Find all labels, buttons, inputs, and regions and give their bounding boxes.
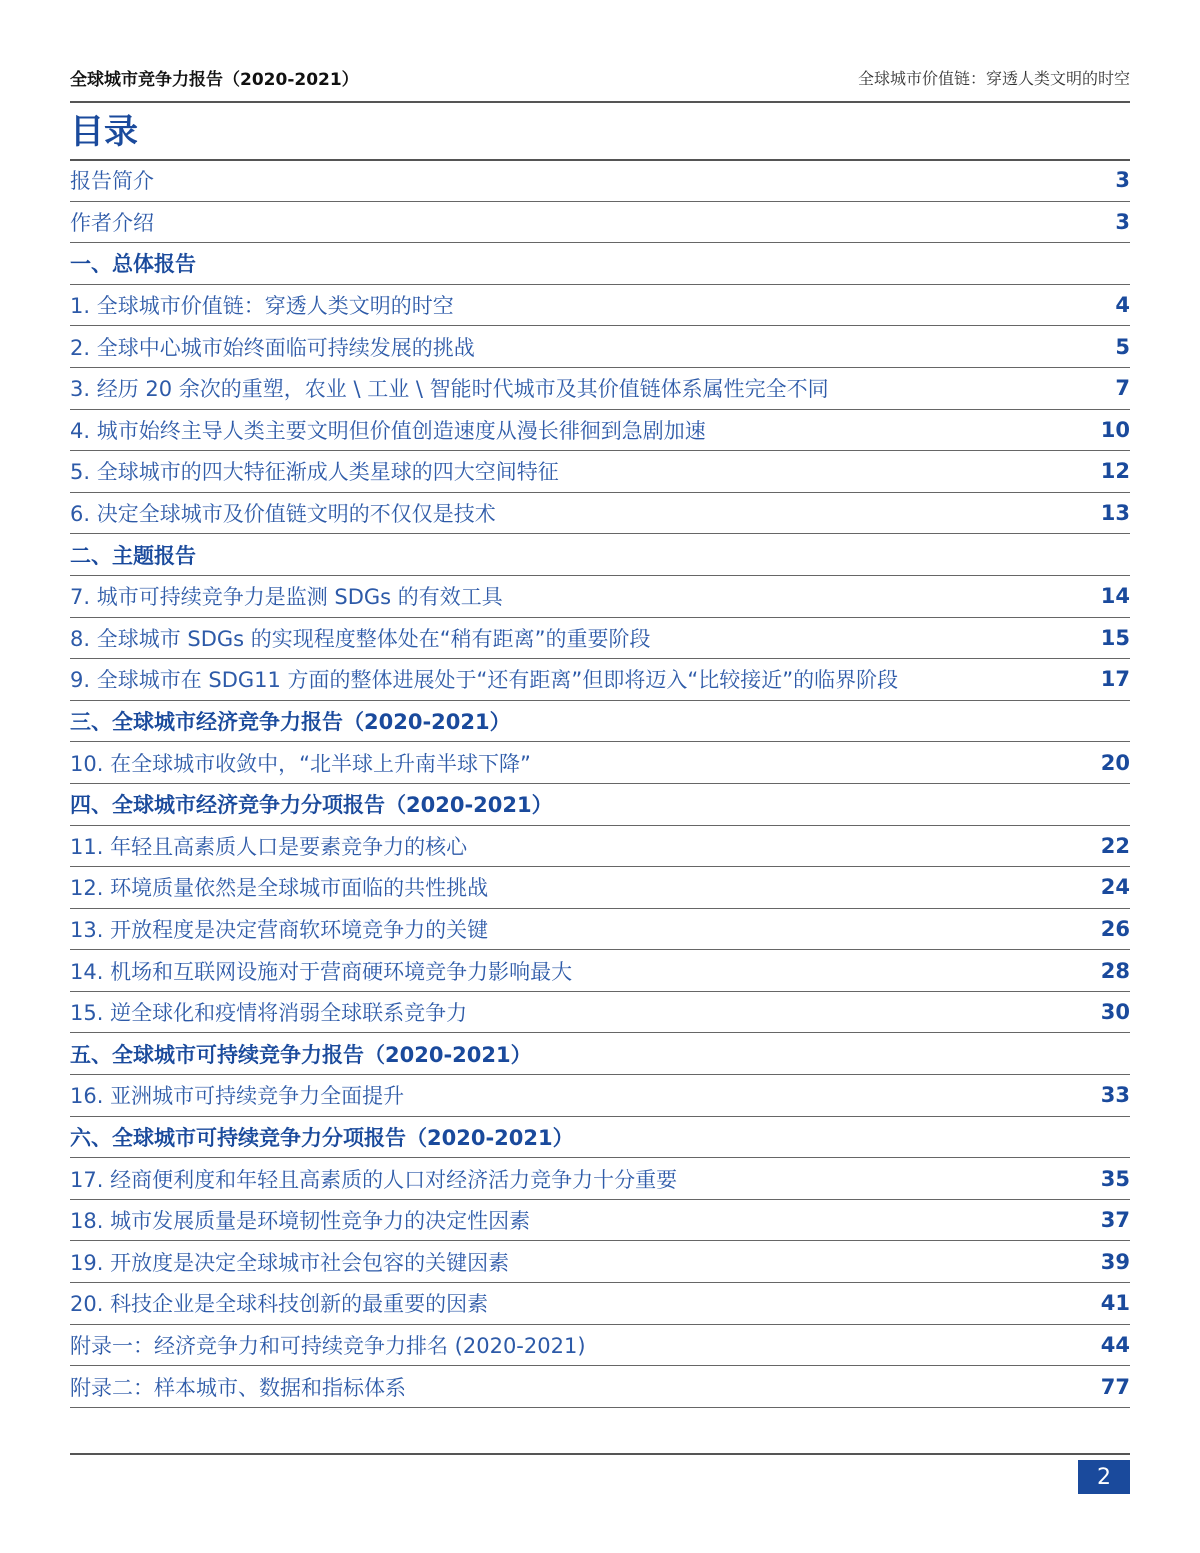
toc-entry-label: 10. 在全球城市收敛中，“北半球上升南半球下降”: [70, 751, 531, 776]
toc-entry-label: 四、全球城市经济竞争力分项报告（2020-2021）: [70, 793, 553, 818]
toc-entry-label: 14. 机场和互联网设施对于营商硬环境竞争力影响最大: [70, 959, 573, 984]
toc-entry[interactable]: [70, 826, 1130, 868]
toc-entry[interactable]: [70, 742, 1130, 784]
toc-entry[interactable]: [70, 368, 1130, 410]
toc-entry-label: 5. 全球城市的四大特征渐成人类星球的四大空间特征: [70, 460, 559, 485]
toc-entry-label: 二、主题报告: [70, 543, 196, 568]
toc-entry[interactable]: [70, 992, 1130, 1034]
toc-entry-label: 作者介绍: [70, 210, 154, 235]
toc-entry-label: 7. 城市可持续竞争力是监测 SDGs 的有效工具: [70, 585, 503, 610]
chapter-title: 全球城市价值链：穿透人类文明的时空: [857, 68, 1130, 88]
toc-entry-page: 14: [1100, 584, 1130, 609]
toc-entry-page: 24: [1100, 875, 1130, 900]
toc-entry[interactable]: [70, 202, 1130, 244]
toc-entry[interactable]: [70, 1158, 1130, 1200]
toc-entry[interactable]: [70, 1283, 1130, 1325]
toc-entry-label: 15. 逆全球化和疫情将消弱全球联系竞争力: [70, 1001, 468, 1026]
toc-entry[interactable]: [70, 576, 1130, 618]
toc-entry-label: 12. 环境质量依然是全球城市面临的共性挑战: [70, 876, 489, 901]
toc-entry-page: 41: [1100, 1291, 1130, 1316]
toc-entry-page: 77: [1100, 1374, 1130, 1399]
toc-entry[interactable]: [70, 618, 1130, 660]
toc-entry[interactable]: [70, 451, 1130, 493]
toc-section-heading: [70, 701, 1130, 743]
toc-entry-page: 3: [1115, 209, 1130, 234]
table-of-contents: [70, 160, 1130, 1408]
toc-entry[interactable]: [70, 659, 1130, 701]
toc-entry-label: 1. 全球城市价值链：穿透人类文明的时空: [70, 294, 454, 319]
toc-entry[interactable]: [70, 285, 1130, 327]
toc-entry-page: 7: [1115, 376, 1130, 401]
toc-section-heading: [70, 1033, 1130, 1075]
toc-entry[interactable]: [70, 950, 1130, 992]
toc-section-heading: [70, 1117, 1130, 1159]
toc-entry-page: 35: [1100, 1166, 1130, 1191]
toc-entry[interactable]: [70, 410, 1130, 452]
toc-entry-page: 30: [1100, 1000, 1130, 1025]
toc-entry-label: 19. 开放度是决定全球城市社会包容的关键因素: [70, 1250, 510, 1275]
footer-divider: [70, 1453, 1130, 1455]
toc-entry-page: 33: [1100, 1083, 1130, 1108]
toc-entry-page: 26: [1100, 916, 1130, 941]
toc-entry[interactable]: [70, 909, 1130, 951]
report-title: 全球城市竞争力报告（2020-2021）: [70, 69, 359, 90]
toc-entry[interactable]: [70, 1241, 1130, 1283]
toc-entry-page: 20: [1100, 750, 1130, 775]
page-number: 2: [1078, 1460, 1130, 1494]
toc-entry-label: 17. 经商便利度和年轻且高素质的人口对经济活力竞争力十分重要: [70, 1167, 678, 1192]
toc-entry-label: 20. 科技企业是全球科技创新的最重要的因素: [70, 1292, 489, 1317]
page-title: 目录: [70, 112, 138, 152]
toc-entry-label: 16. 亚洲城市可持续竞争力全面提升: [70, 1084, 405, 1109]
toc-entry-label: 报告简介: [70, 169, 154, 194]
toc-entry-label: 三、全球城市经济竞争力报告（2020-2021）: [70, 710, 511, 735]
toc-entry[interactable]: [70, 1200, 1130, 1242]
toc-entry-page: 37: [1100, 1208, 1130, 1233]
toc-entry-page: 3: [1115, 168, 1130, 193]
toc-entry-page: 39: [1100, 1249, 1130, 1274]
toc-entry-label: 9. 全球城市在 SDG11 方面的整体进展处于“还有距离”但即将迈入“比较接近”的临界阶段: [70, 668, 899, 693]
toc-entry-page: 44: [1100, 1332, 1130, 1357]
toc-entry-label: 18. 城市发展质量是环境韧性竞争力的决定性因素: [70, 1209, 531, 1234]
toc-section-heading: [70, 534, 1130, 576]
toc-entry-label: 2. 全球中心城市始终面临可持续发展的挑战: [70, 335, 475, 360]
toc-section-heading: [70, 243, 1130, 285]
toc-entry[interactable]: [70, 1075, 1130, 1117]
toc-entry-page: 10: [1100, 417, 1130, 442]
toc-entry[interactable]: [70, 1366, 1130, 1408]
toc-entry[interactable]: [70, 326, 1130, 368]
toc-entry[interactable]: [70, 867, 1130, 909]
toc-entry-label: 五、全球城市可持续竞争力报告（2020-2021）: [70, 1042, 532, 1067]
page-header: [70, 62, 1130, 92]
toc-entry-page: 4: [1115, 293, 1130, 318]
toc-entry[interactable]: [70, 1325, 1130, 1367]
toc-entry-page: 12: [1100, 459, 1130, 484]
toc-entry-label: 13. 开放程度是决定营商软环境竞争力的关键: [70, 917, 489, 942]
toc-section-heading: [70, 784, 1130, 826]
toc-entry-label: 6. 决定全球城市及价值链文明的不仅仅是技术: [70, 502, 496, 527]
toc-entry-label: 11. 年轻且高素质人口是要素竞争力的核心: [70, 834, 468, 859]
header-divider: [70, 101, 1130, 103]
toc-entry-label: 3. 经历 20 余次的重塑，农业 \ 工业 \ 智能时代城市及其价值链体系属性完全不同: [70, 377, 829, 402]
toc-entry-page: 5: [1115, 334, 1130, 359]
toc-entry-page: 28: [1100, 958, 1130, 983]
toc-entry-label: 8. 全球城市 SDGs 的实现程度整体处在“稍有距离”的重要阶段: [70, 626, 651, 651]
toc-entry-page: 22: [1100, 833, 1130, 858]
toc-entry[interactable]: [70, 160, 1130, 202]
toc-entry-label: 一、总体报告: [70, 252, 196, 277]
toc-entry-page: 13: [1100, 501, 1130, 526]
toc-entry-label: 附录一：经济竞争力和可持续竞争力排名 (2020-2021): [70, 1333, 586, 1358]
toc-entry-page: 17: [1100, 667, 1130, 692]
toc-entry[interactable]: [70, 493, 1130, 535]
toc-entry-label: 附录二：样本城市、数据和指标体系: [70, 1375, 406, 1400]
toc-entry-label: 4. 城市始终主导人类主要文明但价值创造速度从漫长徘徊到急剧加速: [70, 418, 706, 443]
toc-entry-page: 15: [1100, 625, 1130, 650]
toc-entry-label: 六、全球城市可持续竞争力分项报告（2020-2021）: [70, 1125, 574, 1150]
